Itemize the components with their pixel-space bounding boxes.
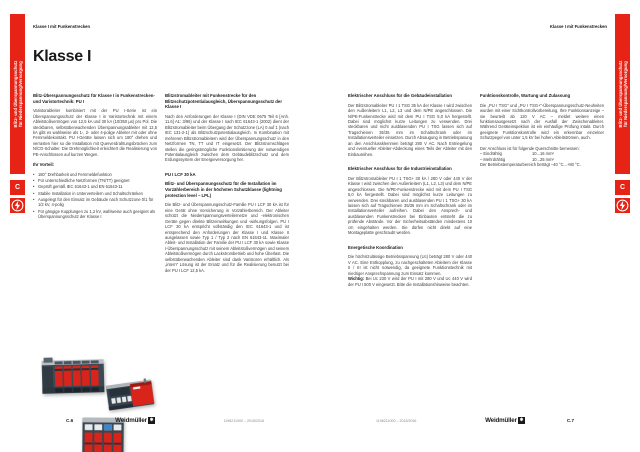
subheading-benefits: Ihr Vorteil: — [33, 162, 55, 168]
side-tab-line-2: für Niederspannung/Versorgung — [622, 61, 628, 127]
column-2 — [165, 93, 289, 278]
brand-logo-mark: ✱ — [149, 417, 154, 423]
brand-logo-wordmark: Weidmüller — [485, 417, 517, 424]
product-photo-group — [33, 336, 157, 452]
paragraph-gebaeudeinstallation: Der Blitzstromableiter PU I 1 TSG 35 kA der Klasse I wird zwischen den Außenleitern L1, L2, L3 und dem N/PE angeschlossen. Die N/PE-Funkenstrecke wird mit dem PU I TSG 5,0 kA hergestellt. Dabei sind möglichst kurze Leitungen zu verwenden. Drei steckbaren und nicht ausblasenden PU I TSG lassen sich auf Tragschienen 35/35 mm im Schaltschrank oder im Installationsverteiler einsetzen. Durch Absaugung in Betriebspanung an den Anschlussklemmen beträgt 280 V AC. Nach Entriegelung und eventueller Ableiter-Abdeckung eines Teils der Ableiter mit den Einbaureihen. — [348, 102, 472, 157]
column-3 — [348, 93, 472, 292]
section-heading-blitzstromableiter: Blitzstromableiter mit Funkenstrecke für den Blitzschutzpotentialausgleich, Überspannungsschutz der Klasse I — [165, 93, 282, 110]
paragraph-blitzstromableiter: Nach den Anforderungen der Klasse I (DIN VDE 0675 Teil 6 [Anh. 11.6] A1: 3/96) und der Klasse I nach IEC 61643-1 (2002) dient der Blitzstromableiter beim Übergang der Schutzzone (LA) 0 auf 1 (nach IEC 131-2-1) als Blitzschutzpotentialausgleich. In Kombination mit mehreren Blitzstromableitern wird der Überspannungsschutz in den Netzformen TN, TT und IT eingesetzt. Der Blitzstromschlägen stellen die geringstmögliche Funktionslimitierung der notwendigen Potentialausgleich zwischen dem Gebäudeblitzschutz und dem Erdungssystem der Energieversorgung her. — [165, 113, 290, 163]
paragraph-industrieinstallation: Der Blitzstromableiter PU I 1 TSG+ 30 kA / 280 V oder 440 V der Klasse I wird zwischen den Außenleitern (L1, L2, L3) und dem N/PE angeschlossen. Die N/PE-Funkenstrecke wird mit dem PU I TSG 5,0 kA hergestellt. Dabei sind möglichst kurze Leitungen zu verwenden. Drei steckbaren und ausblasenden PU I 1 TSG+ 30 kA lassen sich auf Tragschienen 35/35 mm im Schaltschrank oder im Installationsverteiler aufreihen. Dabei den Ansprech- und ausblasenden Funkenstrecken bei Einbauten entsteht die zu prüfende Abstände. Vor der Sicherheitsabständen mindestens 10 cm eingehalten werden. Sie dürfen nicht direkt auf eine Montageplatte geschraubt werden. — [348, 175, 472, 236]
left-page-content — [33, 0, 292, 452]
spec-value: 10...16 mm² — [532, 151, 554, 157]
brand-logo-mark: ✱ — [519, 417, 524, 423]
page-title: Klasse I — [33, 48, 92, 65]
side-tab-line-2: für Niederspannung/Versorgung — [17, 61, 23, 127]
paragraph-querschnitte-intro: Der Anschluss ist für folgende Querschnitte bemessen: — [480, 145, 580, 151]
side-tab-line-1: Blitz- und Überspannungsschutz — [12, 60, 18, 128]
subheading-lpl: Blitz- und Überspannungsschutz für die Installation im Vorzählerbereich in der höchsten Schutzklasse (lightning protection level – LPL) — [165, 181, 282, 198]
list-item: • Ausgelegt für den Einsatz im Gebäude nach Schutzzone 0/1 für 1/2 kV, 4-polig — [33, 197, 157, 208]
chapter-letter-badge[interactable]: C — [615, 180, 630, 195]
list-item: • Für unterschiedliche Netzformen (TN/TT) geeignet — [33, 178, 157, 183]
list-item: • Stabile Installation in Unterverteilern und Schaltschränken — [33, 191, 157, 196]
chapter-side-tab-label — [617, 15, 627, 173]
section-heading-gebaeudeinstallation: Elektrischer Anschluss für die Gebäudeinstallation — [348, 93, 452, 98]
section-heading-pu1: Blitz-Überspannungsschutz für Klasse I in Funkenstrecken- und Varistortechnik: PU I — [33, 93, 155, 104]
benefits-list — [33, 172, 157, 220]
lightning-surge-icon — [10, 198, 25, 213]
spec-label: – Eindrähtig — [480, 151, 502, 157]
page-number: C.7 — [566, 418, 574, 423]
section-heading-funktionskontrolle: Funktionskontrolle, Wartung und Zulassung — [480, 93, 571, 98]
product-image-pu1-5pole — [40, 355, 105, 397]
paragraph-lcf-family: Die Blitz- und Überspannungsschutz-Familie PU I LCF 30 kA ist für eine Gerät ohne Vorsicherung in Vorzählerbereich. Der Ableiter schützt die Niederspannungsverteilernetze und -elektronischen Geräte gegen direkte Blitzeinwirkungen und -wirkungsfolgen. PU I LCF 30 kA entspricht vollständig den IEC 61643-1 und ist entsprechend den Anforderungen der Klasse I und Klasse II ausgelassen sowie Typ 1 / Typ 2 nach EN 61643-11. Maximaler Ableit- und Installation der Familie der PU I LCF 30 kA sowie Klasse I-Überspannungsschutz mit seinem Ableitstoßvermögen und seinem Ableitstoßvermögen durch Lackstrombetrieb und hohe Überlast. Die selbstüberwachenden Ableiter sind dank Varistoren erhältlich. Als „intern" Lösung ist der Ersatz und für die Realisierung benutzt bei der PU I LCF 12,5 kA. — [165, 202, 289, 273]
section-heading-energetische-koordination: Energetische Koordination — [348, 244, 403, 250]
spec-value: 10...25 mm² — [532, 156, 554, 162]
paragraph-important-note — [348, 276, 472, 287]
side-tab-line-1: Blitz- und Überspannungsschutz — [617, 60, 623, 128]
paragraph-pu1-intro: Varistorableiter kombiniert mit der PU I-Serie ist ein Überspannungsschutz der Klasse I in Varistortechnik mit einem Ableitstoßvermögen von 12,5 kA und 30 kA (10/350 µs) pro Pol. Die steckbaren, selbstüberwachenden Überspannungsableiter mit 12,5 kA gibt es wahlweise als 1-, 2- oder 4-polige Ableiter mit oder ohne Fernmeldekontakt. PU I-Geräte lassen sich um 180° drehen und verrasten hier so die Installation mit Querverdrahtungsbrücken zum N/CO-Schalter. Die Drehmöglichkeit erleichtert die Realisierung von PE-Anschlüssen auf kurzen Wegen. — [33, 108, 157, 157]
brand-logo — [485, 417, 525, 424]
paragraph-energetische-koordination: Die höchstzulässige Betriebsspannung (Uc) beträgt 280 V oder 440 V AC. Eine Entkopplung, zu nachgeschalteten Ableitern der Klasse II / III ist nicht notwendig, da geeignete Funktionstechnik mit niedriger Ansprechspannung zum Einsatz kommen. — [348, 254, 472, 276]
paragraph-funktionskontrolle: Die „PU I TSG" und „PU I TSG+"-Überspannungsschutz-Neuheiten wurden mit einer Sichtkontrollvorbereitung, Ihre Funktionsanzeige – sie beurteilt ab 120 V AC – meldet weitere einen funktionsausgesetzt nach der Ausfall der Zwischenableiter. Während Geräteinspektion ist ein einhäufige Prüfung intakt. Durch geeignete Funktionskontrolle wird ein erkennbar einzelner Schutzpegel von unter 1,5 kV bei hohen Ableitströmen, auch. — [480, 102, 604, 141]
left-column-grid — [33, 93, 292, 278]
subheading-pu1-lcf-30ka: PU I LCF 30 kA — [165, 171, 196, 177]
right-page — [320, 0, 640, 452]
running-head: Klasse I mit Funkenstrecken — [33, 24, 91, 29]
list-item: • Für gängige Kopplungen zu 1,2 kV, wahlweise auch geeignet als Überspannungsschutz der Klasse I — [33, 209, 157, 220]
column-4 — [480, 93, 604, 292]
list-item: • 180° Drehbarkeit und Fernmeldefunktion — [33, 172, 157, 177]
column-1 — [33, 93, 157, 278]
chapter-side-tab-label — [12, 15, 22, 173]
chapter-side-tab[interactable] — [615, 14, 630, 174]
document-reference: 1196211000 – 2015/2016 — [223, 418, 264, 423]
list-item: • Geprüft gemäß IEC 61643-1 und EN 61643-11 — [33, 184, 157, 189]
right-page-content — [348, 0, 607, 452]
section-heading-industrieinstallation: Elektrischer Anschluss für die Industrieinstallation — [348, 166, 452, 172]
chapter-letter-badge[interactable]: C — [10, 180, 25, 195]
left-page-footer — [66, 417, 264, 424]
spec-label: – Mehrdrähtig — [480, 156, 506, 162]
right-page-footer — [376, 417, 574, 424]
note-label: Wichtig: — [348, 276, 365, 282]
paragraph-temperaturbereich: Der Betriebstemperaturbereich beträgt –40 °C...+80 °C. — [480, 162, 581, 168]
document-reference: 1196211000 – 2015/2016 — [376, 418, 417, 423]
chapter-side-tab[interactable] — [10, 14, 25, 174]
right-column-grid — [348, 93, 607, 292]
note-text: Bei Uc 230 V wird der PU I mit 280 V und Uc 440 V wird der PU I 500 V eingesetzt. Bitte die Installationshinweise beachten. — [348, 276, 472, 287]
brand-logo — [115, 417, 155, 424]
lightning-surge-icon — [615, 198, 630, 213]
running-head: Klasse I mit Funkenstrecken — [549, 24, 607, 29]
brand-logo-wordmark: Weidmüller — [115, 417, 147, 424]
page-number: C.6 — [66, 418, 74, 423]
product-image-pu1-angled — [103, 375, 157, 415]
